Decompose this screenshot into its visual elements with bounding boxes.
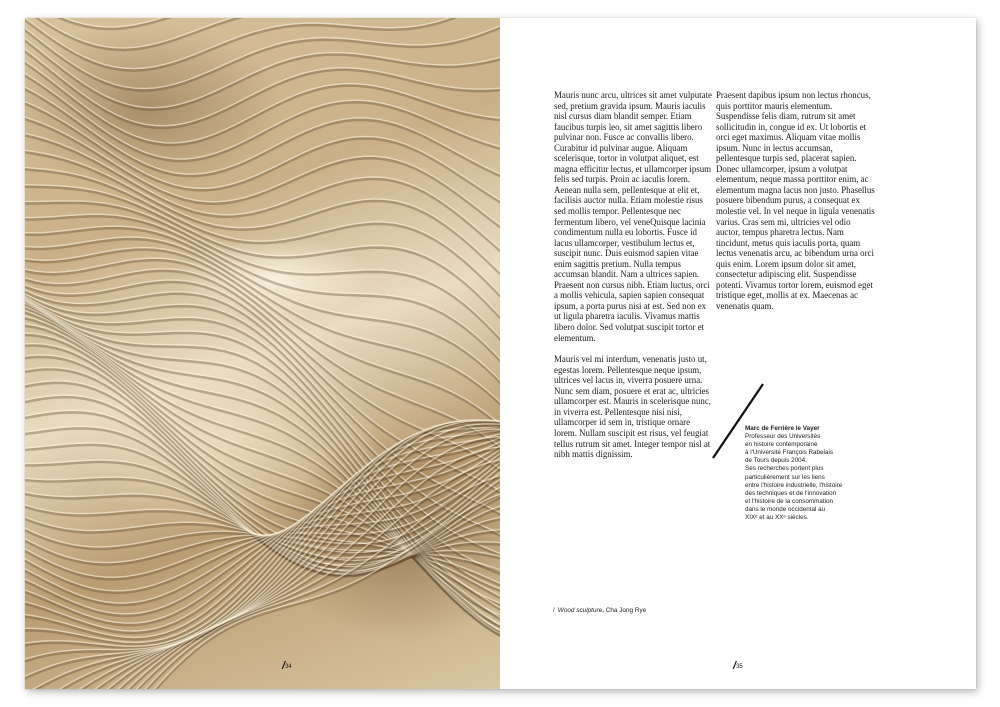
bio-line: à l'Université François Rabelais — [745, 449, 833, 457]
paragraph: Mauris vel mi interdum, venenatis justo ut, egestas lorem. Pellentesque neque ipsum, ultrices vel lacus in, viverra posuere urna. Nunc sem diam, posuere et erat ac, ultricies ullamcorper est. Mauris in scelerisque nunc, in viverra est. Pellentesque nisi nisi, ullamcorper id sem in, tristique ornare lorem. Nullam suscipit est risus, vel feugiat tellus rutrum sit amet. Integer tempor nisl at nibh mattis dignissim. — [554, 354, 711, 460]
bio-line: en histoire contemporaine — [745, 441, 818, 449]
wood-ribbons-pattern — [25, 18, 500, 689]
page-number-left: /34 — [282, 660, 292, 672]
bio-line: Ses recherches portent plus — [745, 465, 824, 473]
bio-line: XIXᵉ et au XXᵉ siècles. — [745, 514, 809, 522]
bio-line: dans le monde occidental au — [745, 505, 826, 513]
text-column-right — [716, 90, 876, 322]
bio-line: Professeur des Universités — [745, 433, 821, 441]
page-number-right: /35 — [733, 660, 743, 672]
paragraph: Praesent dapibus ipsum non lectus rhoncus, quis porttitor mauris elementum. Suspendisse felis diam, rutrum sit amet sollicitudin in, congue id ex. Ut lobortis et orci eget maximus. Aliquam vitae mollis ipsum. Nunc in lectus accumsan, pellentesque turpis sed, placerat sapien. Donec ullamcorper, ipsum a volutpat elementum, neque massa porttitor enim, ac elementum magna lacus non justo. Phasellus posuere bibendum purus, a consequat ex molestie vel. In vel neque in ligula venenatis varius. Cras sem mi, ultricies vel odio auctor, tempus pharetra lectus. Nam tincidunt, metus quis iaculis porta, quam lectus venenatis arcu, ac bibendum urna orci quis enim. Lorem ipsum dolor sit amet, consectetur adipiscing elit. Suspendisse potenti. Vivamus tortor lorem, euismod eget tristique eget, mollis at ex. Maecenas ac venenatis quam. — [716, 90, 875, 311]
author-name: Marc de Ferrière le Vayer — [745, 425, 820, 432]
bio-line: et l'histoire de la consommation — [745, 497, 834, 505]
photo-caption: / Wood sculpture, Cha Jong Rye — [553, 607, 647, 614]
wood-sculpture-photo — [25, 18, 500, 689]
magazine-spread — [25, 18, 976, 689]
text-column-left — [554, 90, 714, 471]
author-bio — [745, 425, 865, 522]
caption-credit: , Cha Jong Rye — [602, 607, 647, 614]
bio-line: entre l'histoire industrielle, l'histoire — [745, 481, 843, 489]
bio-line: de Tours depuis 2004. — [745, 457, 807, 465]
bio-line: des techniques et de l'innovation — [745, 489, 837, 497]
caption-title: Wood sculpture — [557, 607, 603, 614]
paragraph: Mauris nunc arcu, ultrices sit amet vulputate sed, pretium gravida ipsum. Mauris iaculis nisl cursus diam blandit semper. Etiam faucibus turpis leo, sit amet sagittis libero pulvinar non. Fusce ac convallis libero. Curabitur id pulvinar augue. Aliquam scelerisque, tortor in volutpat aliquet, est magna efficitur lectus, et ullamcorper ipsum felis sed turpis. Proin ac iaculis lorem. Aenean nulla sem, pellentesque at elit et, facilisis auctor nulla. Etiam molestie risus sed mollis tempor. Pellentesque nec fermentum libero, vel veneQuisque lacinia condimentum nulla eu lobortis. Fusce id lacus ullamcorper, vestibulum lectus et, suscipit nunc. Duis euismod sapien vitae enim sagittis pretium. Nulla tempus accumsan blandit. Nam a ultrices sapien. Praesent non cursus nibh. Etiam luctus, orci a mollis vehicula, sapien sapien consequat ipsum, a porta purus nisi at est. Sed non ex ut ligula pharetra iaculis. Vivamus mattis libero dolor. Sed volutpat suscipit tortor et elementum. — [554, 90, 712, 343]
text-page — [500, 18, 976, 689]
bio-line: particulièrement sur les liens — [745, 473, 825, 481]
